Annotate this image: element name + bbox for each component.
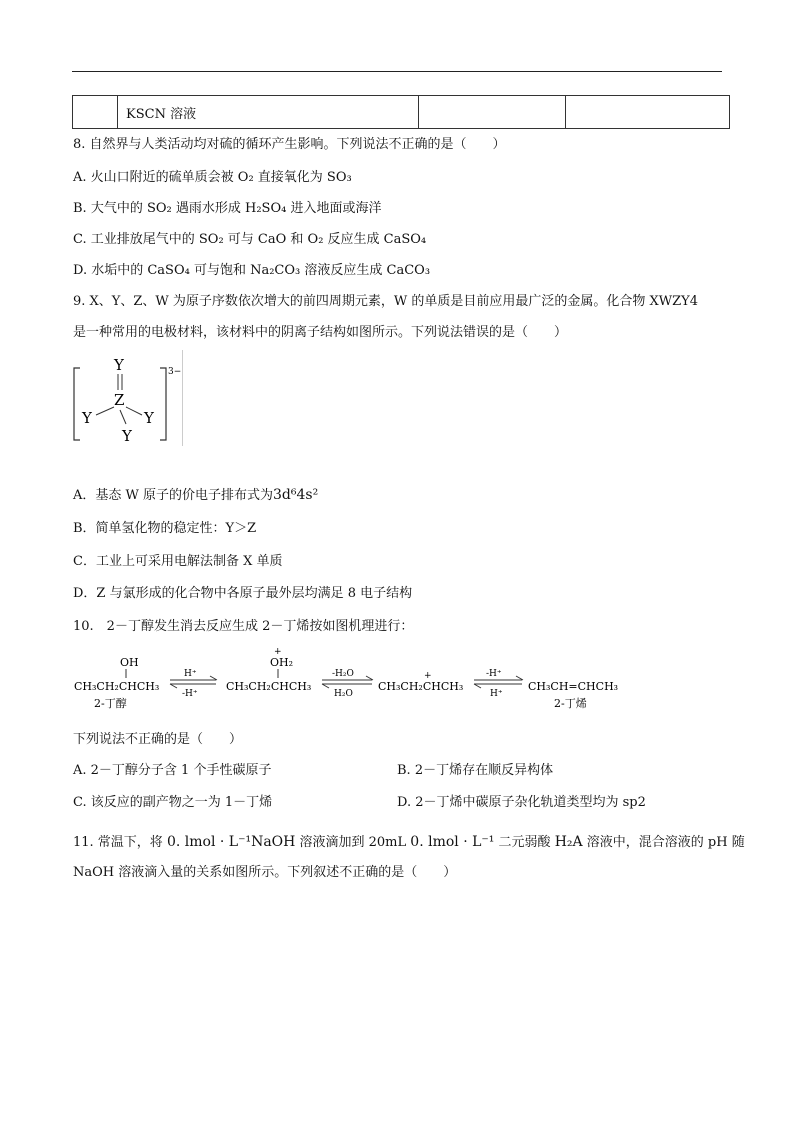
electron-configuration: 3d⁶4s²: [273, 487, 319, 503]
q11-stem-line2: NaOH 溶液滴入量的关系如图所示。下列叙述不正确的是（ ）: [73, 865, 457, 880]
oh-group: OH: [120, 656, 139, 669]
q11-stem-line1: [73, 833, 745, 852]
q10-option-d: D. 2－丁烯中碳原子杂化轨道类型均为 sp2: [397, 795, 646, 810]
species-2-butene: CH₃CH=CHCH₃: [528, 680, 619, 693]
arrow3-top-label: -H⁺: [486, 669, 502, 679]
q9-option-d: D．Z 与氯形成的化合物中各原子最外层均满足 8 电子结构: [73, 586, 413, 601]
q11-acid-concentration: 0. lmol · L⁻¹: [410, 834, 495, 850]
table-cell-reagent: KSCN 溶液: [118, 96, 419, 129]
table-cell-empty: [566, 96, 730, 129]
ligand-y-left: Y: [82, 409, 92, 427]
species-oxonium: CH₃CH₂CHCH₃: [226, 680, 312, 693]
q11-text-4: 溶液中，混合溶液的 pH 随: [586, 835, 745, 850]
q8-stem: 8. 自然界与人类活动均对硫的循环产生影响。下列说法不正确的是（ ）: [73, 137, 506, 152]
q8-option-c: C. 工业排放尾气中的 SO₂ 可与 CaO 和 O₂ 反应生成 CaSO₄: [73, 232, 427, 247]
q9-option-b: B．简单氢化物的稳定性：Y＞Z: [73, 521, 257, 536]
table-row: [73, 96, 730, 129]
q10-option-c: C. 该反应的副产物之一为 1－丁烯: [73, 795, 273, 810]
q10-stem: 10. 2－丁醇发生消去反应生成 2－丁烯按如图机理进行：: [73, 619, 414, 634]
arrow2-bottom-label: H₂O: [334, 689, 353, 699]
arrow3-bottom-label: H⁺: [490, 689, 503, 699]
q9-option-a: [73, 486, 318, 505]
q10-option-a: A. 2－丁醇分子含 1 个手性碳原子: [73, 763, 272, 778]
oh2-group: OH₂: [270, 656, 294, 669]
center-atom-z: Z: [114, 391, 125, 409]
q9-option-c: C．工业上可采用电解法制备 X 单质: [73, 554, 283, 569]
species-carbocation: CH₃CH₂CHCH₃: [378, 680, 464, 693]
ligand-y-bottom: Y: [122, 427, 132, 445]
table-cell-empty: [73, 96, 118, 129]
arrow1-top-label: H⁺: [184, 669, 197, 679]
charge-label: 3−: [168, 367, 182, 377]
q10-question: 下列说法不正确的是（ ）: [73, 732, 243, 747]
plus-charge-oxonium: +: [274, 648, 282, 657]
q11-naoh-concentration: 0. lmol · L⁻¹NaOH: [166, 834, 296, 850]
ligand-y-right: Y: [144, 409, 154, 427]
table-cell-empty: [419, 96, 566, 129]
q9-option-a-text: A．基态 W 原子的价电子排布式为: [73, 488, 274, 503]
arrow2-top-label: -H₂O: [332, 669, 354, 679]
q11-text-3: 二元弱酸: [498, 835, 551, 850]
name-2-butanol: 2-丁醇: [94, 697, 127, 710]
q8-option-b: B. 大气中的 SO₂ 遇雨水形成 H₂SO₄ 进入地面或海洋: [73, 201, 382, 216]
species-2-butanol: CH₃CH₂CHCH₃: [74, 680, 160, 693]
q11-text-1: 11. 常温下，将: [73, 835, 163, 850]
q11-acid-formula: H₂A: [554, 834, 583, 850]
header-rule: [72, 71, 722, 72]
arrow1-bottom-label: -H⁺: [182, 689, 198, 699]
anion-structure-figure: [70, 350, 190, 446]
q8-option-d: D. 水垢中的 CaSO₄ 可与饱和 Na₂CO₃ 溶液反应生成 CaCO₃: [73, 263, 431, 278]
name-2-butene: 2-丁烯: [554, 697, 587, 710]
q11-text-2: 溶液滴加到 20mL: [299, 835, 407, 850]
q10-option-b: B. 2－丁烯存在顺反异构体: [397, 763, 554, 778]
q9-stem-line2: 是一种常用的电极材料，该材料中的阴离子结构如图所示。下列说法错误的是（ ）: [73, 325, 568, 340]
mechanism-scheme: [72, 648, 632, 712]
ligand-y-top: Y: [114, 356, 124, 374]
q9-stem-line1: 9. X、Y、Z、W 为原子序数依次增大的前四周期元素，W 的单质是目前应用最广泛的金属。化合物 XWZY4: [73, 294, 699, 309]
plus-charge-carbocation: +: [424, 671, 432, 681]
reagent-table: [72, 95, 730, 129]
q8-option-a: A. 火山口附近的硫单质会被 O₂ 直接氧化为 SO₃: [73, 170, 352, 185]
